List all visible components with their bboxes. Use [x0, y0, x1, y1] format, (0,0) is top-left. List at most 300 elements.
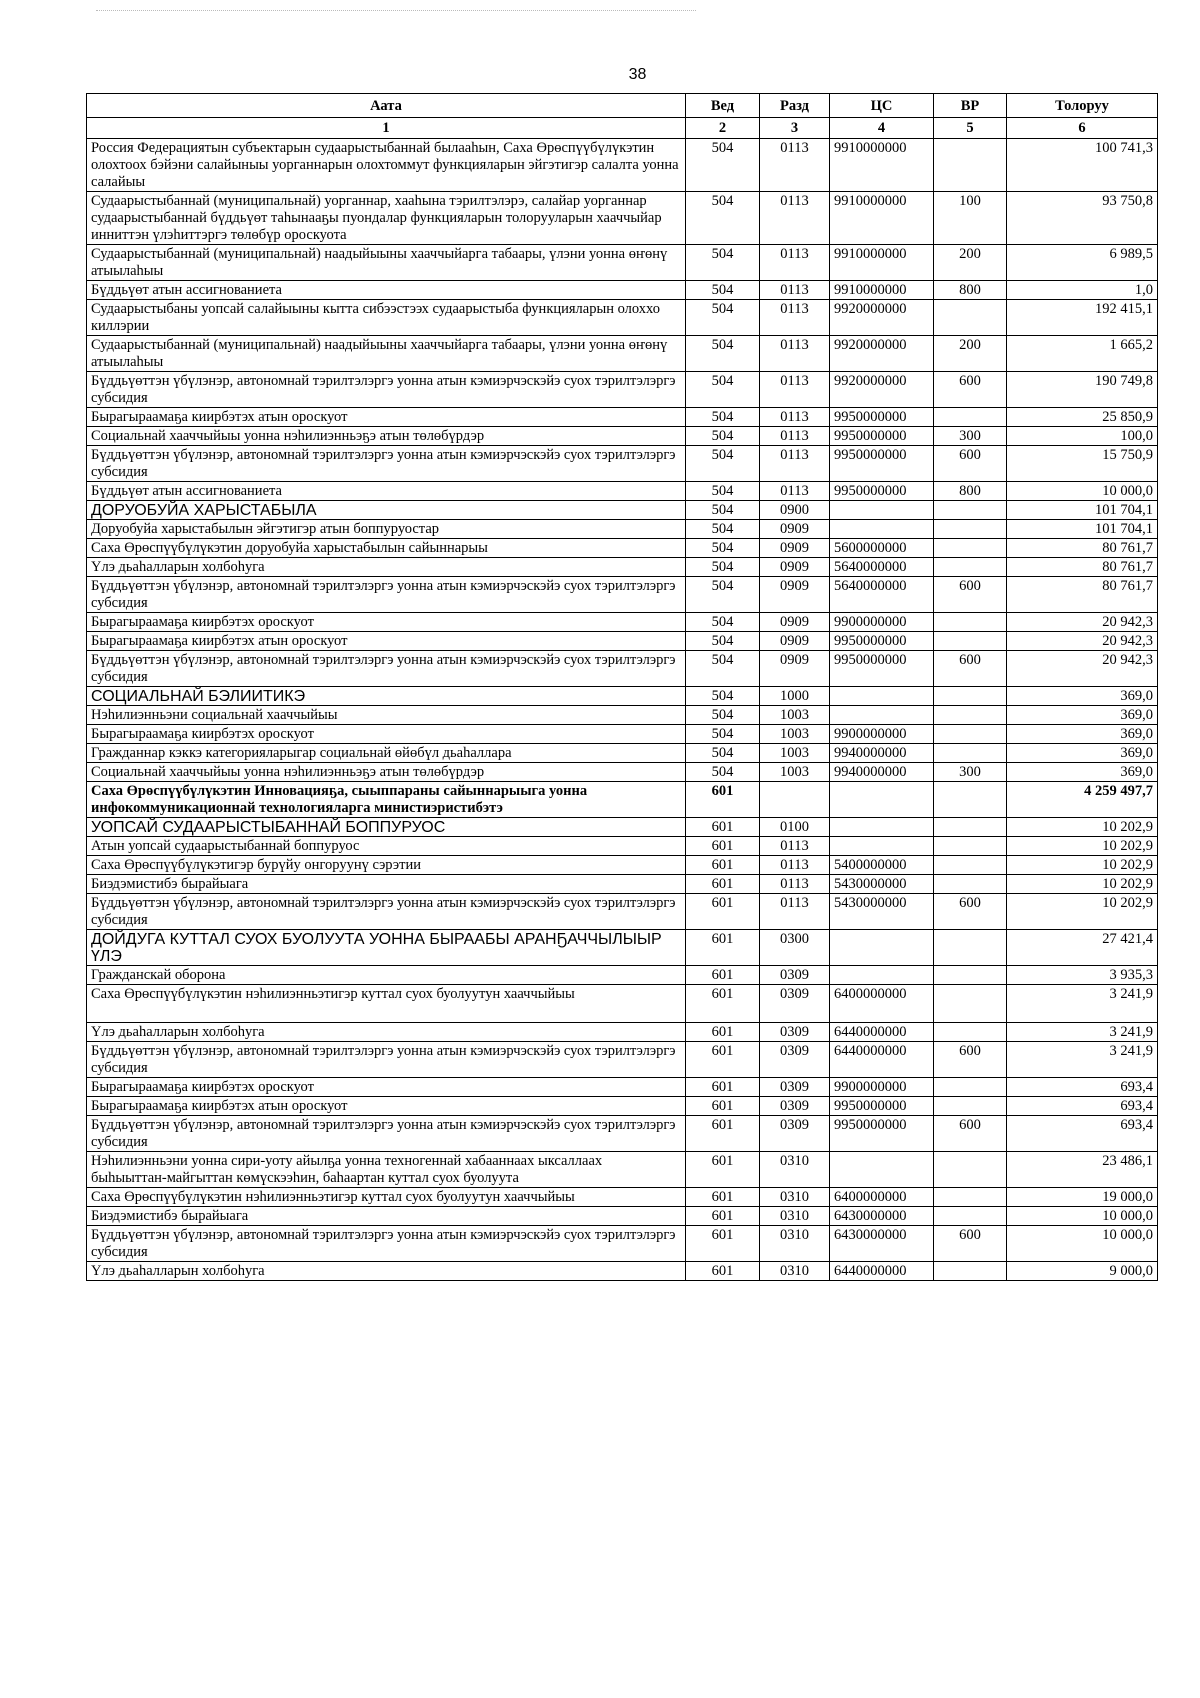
cell-name: Бүддьүөттэн үбүлэнэр, автономнай тэрилтэлэргэ уонна атын кэмиэрчэскэйэ суох тэрилтэлэргэ субсидия	[87, 1116, 686, 1152]
cell-name: Бырагыраамаҕа киирбэтэх атын ороскуот	[87, 632, 686, 651]
table-row	[87, 1078, 1158, 1097]
cell-razd: 0113	[760, 300, 830, 336]
cell-razd: 0113	[760, 875, 830, 894]
cell-amount: 10 000,0	[1007, 1226, 1158, 1262]
column-number: 1	[87, 118, 686, 139]
cell-amount: 10 202,9	[1007, 818, 1158, 837]
cell-vr: 600	[934, 1116, 1007, 1152]
table-row	[87, 763, 1158, 782]
cell-ved: 504	[686, 577, 760, 613]
cell-razd: 0310	[760, 1226, 830, 1262]
cell-razd: 0309	[760, 985, 830, 1023]
cell-name: Бүддьүөт атын ассигнованиета	[87, 482, 686, 501]
cell-amount: 10 202,9	[1007, 837, 1158, 856]
cell-vr	[934, 875, 1007, 894]
page-number: 38	[628, 66, 647, 83]
table-header-row	[87, 94, 1158, 118]
cell-vr	[934, 139, 1007, 192]
column-header-ved: Вед	[686, 94, 760, 118]
cell-razd: 0309	[760, 1042, 830, 1078]
cell-name: ДОЙДУГА КУТТАЛ СУОХ БУОЛУУТА УОННА БЫРААБЫ АРАНҔАЧЧЫЛЫЫР ҮЛЭ	[87, 930, 686, 966]
cell-amount: 3 935,3	[1007, 966, 1158, 985]
cell-cs: 5600000000	[830, 539, 934, 558]
cell-cs	[830, 501, 934, 520]
cell-cs: 9920000000	[830, 300, 934, 336]
table-row	[87, 300, 1158, 336]
cell-vr: 600	[934, 894, 1007, 930]
cell-cs: 9940000000	[830, 763, 934, 782]
cell-amount: 3 241,9	[1007, 1023, 1158, 1042]
cell-amount: 10 202,9	[1007, 875, 1158, 894]
table-row	[87, 281, 1158, 300]
cell-ved: 504	[686, 501, 760, 520]
cell-amount: 693,4	[1007, 1078, 1158, 1097]
table-row	[87, 782, 1158, 818]
table-row	[87, 875, 1158, 894]
cell-name: Нэһилиэнньэни социальнай хааччыйыы	[87, 706, 686, 725]
table-body	[87, 139, 1158, 1281]
cell-ved: 601	[686, 894, 760, 930]
cell-vr	[934, 966, 1007, 985]
column-header-name: Аата	[87, 94, 686, 118]
table-row	[87, 744, 1158, 763]
cell-cs	[830, 782, 934, 818]
cell-ved: 504	[686, 408, 760, 427]
cell-cs: 9920000000	[830, 372, 934, 408]
table-row	[87, 1207, 1158, 1226]
column-number: 6	[1007, 118, 1158, 139]
table-row	[87, 966, 1158, 985]
cell-ved: 601	[686, 1262, 760, 1281]
cell-vr: 100	[934, 192, 1007, 245]
cell-ved: 504	[686, 725, 760, 744]
cell-amount: 3 241,9	[1007, 985, 1158, 1023]
cell-razd: 0909	[760, 632, 830, 651]
cell-amount: 693,4	[1007, 1116, 1158, 1152]
cell-amount: 100,0	[1007, 427, 1158, 446]
table-row	[87, 192, 1158, 245]
cell-ved: 504	[686, 539, 760, 558]
cell-vr	[934, 930, 1007, 966]
cell-amount: 192 415,1	[1007, 300, 1158, 336]
cell-razd: 0113	[760, 837, 830, 856]
cell-name: Биэдэмистибэ бырайыага	[87, 875, 686, 894]
cell-amount: 93 750,8	[1007, 192, 1158, 245]
cell-name: Нэһилиэнньэни уонна сири-уоту айылҕа уонна техногеннай хабааннаах ыксаллаах быһыыттан-майгыттан көмүскээһин, баһаартан куттал суох буолуута	[87, 1152, 686, 1188]
cell-amount: 369,0	[1007, 706, 1158, 725]
column-header-razd: Разд	[760, 94, 830, 118]
cell-name: Бүддьүөттэн үбүлэнэр, автономнай тэрилтэлэргэ уонна атын кэмиэрчэскэйэ суох тэрилтэлэргэ субсидия	[87, 1226, 686, 1262]
cell-vr: 200	[934, 336, 1007, 372]
cell-vr: 600	[934, 651, 1007, 687]
cell-name: Бырагыраамаҕа киирбэтэх атын ороскуот	[87, 1097, 686, 1116]
cell-vr	[934, 558, 1007, 577]
cell-name: Бүддьүөттэн үбүлэнэр, автономнай тэрилтэлэргэ уонна атын кэмиэрчэскэйэ суох тэрилтэлэргэ субсидия	[87, 651, 686, 687]
cell-ved: 601	[686, 818, 760, 837]
cell-ved: 504	[686, 139, 760, 192]
table-row	[87, 706, 1158, 725]
cell-cs: 5430000000	[830, 894, 934, 930]
cell-name: Бырагыраамаҕа киирбэтэх ороскуот	[87, 1078, 686, 1097]
cell-name: Бырагыраамаҕа киирбэтэх ороскуот	[87, 725, 686, 744]
cell-ved: 601	[686, 837, 760, 856]
cell-name: Бүддьүөттэн үбүлэнэр, автономнай тэрилтэлэргэ уонна атын кэмиэрчэскэйэ суох тэрилтэлэргэ субсидия	[87, 577, 686, 613]
cell-amount: 27 421,4	[1007, 930, 1158, 966]
cell-name: Социальнай хааччыйыы уонна нэһилиэнньэҕэ атын төлөбүрдэр	[87, 763, 686, 782]
cell-amount: 20 942,3	[1007, 651, 1158, 687]
cell-cs: 6440000000	[830, 1042, 934, 1078]
cell-vr	[934, 632, 1007, 651]
cell-vr: 800	[934, 482, 1007, 501]
cell-ved: 601	[686, 930, 760, 966]
table-row	[87, 985, 1158, 1023]
table-row	[87, 613, 1158, 632]
cell-amount: 19 000,0	[1007, 1188, 1158, 1207]
cell-amount: 15 750,9	[1007, 446, 1158, 482]
table-row	[87, 446, 1158, 482]
cell-razd: 0909	[760, 558, 830, 577]
cell-razd: 0113	[760, 408, 830, 427]
cell-name: СОЦИАЛЬНАЙ БЭЛИИТИКЭ	[87, 687, 686, 706]
cell-ved: 504	[686, 558, 760, 577]
cell-ved: 504	[686, 427, 760, 446]
table-row	[87, 501, 1158, 520]
cell-name: Судаарыстыбаны уопсай салайыыны кытта сибээстээх судаарыстыба функцияларын олоххо киллэрии	[87, 300, 686, 336]
cell-razd: 0909	[760, 577, 830, 613]
table-row	[87, 1152, 1158, 1188]
cell-vr: 600	[934, 446, 1007, 482]
cell-cs: 6440000000	[830, 1023, 934, 1042]
cell-vr	[934, 725, 1007, 744]
cell-vr	[934, 706, 1007, 725]
cell-cs: 9910000000	[830, 281, 934, 300]
table-row	[87, 245, 1158, 281]
cell-amount: 369,0	[1007, 687, 1158, 706]
cell-cs: 9950000000	[830, 1116, 934, 1152]
table-row	[87, 856, 1158, 875]
cell-name: Россия Федерациятын субъектарын судаарыстыбаннай былааһын, Саха Өрөспүүбүлүкэтин олохтоох бэйэни салайыныы уорганнарын олохтоммут функцияларын эйгэтигэр салалта уонна салайыы	[87, 139, 686, 192]
cell-cs	[830, 520, 934, 539]
cell-cs	[830, 837, 934, 856]
cell-amount: 369,0	[1007, 763, 1158, 782]
cell-vr	[934, 300, 1007, 336]
table-row	[87, 837, 1158, 856]
cell-ved: 504	[686, 632, 760, 651]
cell-ved: 504	[686, 192, 760, 245]
cell-amount: 693,4	[1007, 1097, 1158, 1116]
cell-razd: 0113	[760, 427, 830, 446]
cell-name: Бүддьүөттэн үбүлэнэр, автономнай тэрилтэлэргэ уонна атын кэмиэрчэскэйэ суох тэрилтэлэргэ субсидия	[87, 372, 686, 408]
cell-cs: 6430000000	[830, 1207, 934, 1226]
cell-name: Бүддьүөттэн үбүлэнэр, автономнай тэрилтэлэргэ уонна атын кэмиэрчэскэйэ суох тэрилтэлэргэ субсидия	[87, 894, 686, 930]
table-row	[87, 482, 1158, 501]
cell-name: Бырагыраамаҕа киирбэтэх атын ороскуот	[87, 408, 686, 427]
table-row	[87, 1116, 1158, 1152]
cell-name: Гражданнар кэккэ категорияларыгар социальнай өйөбүл дьаһаллара	[87, 744, 686, 763]
cell-amount: 369,0	[1007, 744, 1158, 763]
table-row	[87, 139, 1158, 192]
cell-razd: 0113	[760, 245, 830, 281]
cell-ved: 504	[686, 281, 760, 300]
column-number-row	[87, 118, 1158, 139]
cell-razd: 1003	[760, 706, 830, 725]
cell-name: Биэдэмистибэ бырайыага	[87, 1207, 686, 1226]
cell-vr	[934, 408, 1007, 427]
cell-cs	[830, 818, 934, 837]
cell-cs	[830, 687, 934, 706]
cell-cs: 9950000000	[830, 408, 934, 427]
cell-name: Үлэ дьаһалларын холбоһуга	[87, 558, 686, 577]
cell-vr: 600	[934, 1042, 1007, 1078]
cell-razd: 0100	[760, 818, 830, 837]
cell-ved: 504	[686, 372, 760, 408]
cell-ved: 504	[686, 706, 760, 725]
cell-amount: 369,0	[1007, 725, 1158, 744]
cell-amount: 25 850,9	[1007, 408, 1158, 427]
cell-amount: 20 942,3	[1007, 613, 1158, 632]
cell-razd: 0113	[760, 894, 830, 930]
table-row	[87, 520, 1158, 539]
cell-vr: 300	[934, 763, 1007, 782]
column-header-vr: ВР	[934, 94, 1007, 118]
table-row	[87, 1042, 1158, 1078]
cell-ved: 601	[686, 966, 760, 985]
cell-name: Саха Өрөспүүбүлүкэтин нэһилиэнньэтигэр куттал суох буолуутун хааччыйыы	[87, 1188, 686, 1207]
cell-vr	[934, 1262, 1007, 1281]
cell-name: Гражданскай оборона	[87, 966, 686, 985]
cell-cs	[830, 1152, 934, 1188]
cell-razd: 0309	[760, 1116, 830, 1152]
table-row	[87, 725, 1158, 744]
cell-amount: 1,0	[1007, 281, 1158, 300]
cell-ved: 504	[686, 744, 760, 763]
column-number: 4	[830, 118, 934, 139]
cell-vr	[934, 1097, 1007, 1116]
cell-cs: 9900000000	[830, 725, 934, 744]
cell-cs: 5640000000	[830, 577, 934, 613]
cell-ved: 504	[686, 300, 760, 336]
column-header-amount: Толоруу	[1007, 94, 1158, 118]
cell-ved: 504	[686, 446, 760, 482]
table-row	[87, 539, 1158, 558]
table-row	[87, 930, 1158, 966]
cell-razd: 0310	[760, 1262, 830, 1281]
cell-razd: 0113	[760, 192, 830, 245]
cell-amount: 80 761,7	[1007, 539, 1158, 558]
cell-vr: 200	[934, 245, 1007, 281]
cell-name: Үлэ дьаһалларын холбоһуга	[87, 1023, 686, 1042]
cell-vr	[934, 837, 1007, 856]
cell-razd	[760, 782, 830, 818]
column-header-cs: ЦС	[830, 94, 934, 118]
cell-razd: 0113	[760, 856, 830, 875]
cell-cs: 9950000000	[830, 446, 934, 482]
cell-ved: 504	[686, 336, 760, 372]
table-row	[87, 558, 1158, 577]
cell-cs: 9950000000	[830, 1097, 934, 1116]
cell-ved: 601	[686, 856, 760, 875]
cell-amount: 1 665,2	[1007, 336, 1158, 372]
cell-vr	[934, 1207, 1007, 1226]
cell-ved: 601	[686, 782, 760, 818]
table-row	[87, 1023, 1158, 1042]
table-row	[87, 1262, 1158, 1281]
cell-vr	[934, 687, 1007, 706]
cell-cs: 9910000000	[830, 139, 934, 192]
table-row	[87, 408, 1158, 427]
cell-ved: 504	[686, 520, 760, 539]
cell-razd: 0909	[760, 613, 830, 632]
cell-razd: 0900	[760, 501, 830, 520]
cell-vr	[934, 501, 1007, 520]
cell-vr	[934, 818, 1007, 837]
cell-ved: 601	[686, 1207, 760, 1226]
cell-amount: 10 000,0	[1007, 1207, 1158, 1226]
cell-name: Бырагыраамаҕа киирбэтэх ороскуот	[87, 613, 686, 632]
cell-name: Доруобуйа харыстабылын эйгэтигэр атын боппуруостар	[87, 520, 686, 539]
cell-razd: 1003	[760, 725, 830, 744]
cell-name: Саха Өрөспүүбүлүкэтигэр бурүйу онгоруунү сэрэтии	[87, 856, 686, 875]
cell-vr	[934, 539, 1007, 558]
cell-cs: 6440000000	[830, 1262, 934, 1281]
cell-vr	[934, 1078, 1007, 1097]
cell-amount: 20 942,3	[1007, 632, 1158, 651]
cell-ved: 601	[686, 1116, 760, 1152]
cell-ved: 601	[686, 1078, 760, 1097]
cell-ved: 504	[686, 613, 760, 632]
cell-cs	[830, 706, 934, 725]
cell-name: Үлэ дьаһалларын холбоһуга	[87, 1262, 686, 1281]
table-row	[87, 1188, 1158, 1207]
cell-name: Судаарыстыбаннай (муниципальнай) наадыйыыны хааччыйарга табаары, үлэни уонна өҥөнү атыылаһыы	[87, 245, 686, 281]
cell-name: Атын уопсай судаарыстыбаннай боппуруос	[87, 837, 686, 856]
cell-name: Бүддьүөт атын ассигнованиета	[87, 281, 686, 300]
table-row	[87, 1226, 1158, 1262]
table-row	[87, 818, 1158, 837]
cell-amount: 101 704,1	[1007, 520, 1158, 539]
cell-vr: 600	[934, 577, 1007, 613]
cell-amount: 80 761,7	[1007, 577, 1158, 613]
cell-cs: 5400000000	[830, 856, 934, 875]
cell-cs: 9900000000	[830, 1078, 934, 1097]
table-row	[87, 632, 1158, 651]
cell-razd: 0909	[760, 520, 830, 539]
cell-razd: 0909	[760, 539, 830, 558]
cell-ved: 504	[686, 687, 760, 706]
table-row	[87, 894, 1158, 930]
cell-amount: 9 000,0	[1007, 1262, 1158, 1281]
cell-vr	[934, 782, 1007, 818]
cell-name: Саха Өрөспүүбүлүкэтин Инновацияҕа, сыыппараны сайыннарыыга уонна инфокоммуникационнай технологияларга министиэристибэтэ	[87, 782, 686, 818]
cell-vr: 600	[934, 372, 1007, 408]
cell-razd: 1003	[760, 744, 830, 763]
cell-amount: 190 749,8	[1007, 372, 1158, 408]
cell-razd: 0113	[760, 336, 830, 372]
cell-amount: 80 761,7	[1007, 558, 1158, 577]
cell-name: Судаарыстыбаннай (муниципальнай) уорганнар, хааһына тэрилтэлэрэ, салайар уорганнар судаарыстыбаннай бүддьүөт таһынааҕы пуондалар функцияларын толорууларын хааччыйар инниттэн үлэһиттэргэ төлөбүр ороскуота	[87, 192, 686, 245]
table-row	[87, 427, 1158, 446]
cell-ved: 601	[686, 985, 760, 1023]
cell-razd: 0310	[760, 1188, 830, 1207]
column-number: 5	[934, 118, 1007, 139]
cell-razd: 0310	[760, 1152, 830, 1188]
cell-ved: 601	[686, 1023, 760, 1042]
cell-ved: 601	[686, 1097, 760, 1116]
cell-cs: 5430000000	[830, 875, 934, 894]
cell-cs: 9950000000	[830, 482, 934, 501]
column-number: 2	[686, 118, 760, 139]
cell-razd: 0309	[760, 1023, 830, 1042]
cell-amount: 10 202,9	[1007, 894, 1158, 930]
cell-cs: 9910000000	[830, 192, 934, 245]
budget-table	[86, 93, 1158, 1281]
cell-name: ДОРУОБУЙА ХАРЫСТАБЫЛА	[87, 501, 686, 520]
cell-cs: 9920000000	[830, 336, 934, 372]
cell-ved: 601	[686, 1042, 760, 1078]
table-row	[87, 336, 1158, 372]
cell-ved: 504	[686, 651, 760, 687]
table-row	[87, 372, 1158, 408]
cell-razd: 0309	[760, 1078, 830, 1097]
cell-amount: 6 989,5	[1007, 245, 1158, 281]
cell-name: Саха Өрөспүүбүлүкэтин доруобуйа харыстабылын сайыннарыы	[87, 539, 686, 558]
cell-name: Бүддьүөттэн үбүлэнэр, автономнай тэрилтэлэргэ уонна атын кэмиэрчэскэйэ суох тэрилтэлэргэ субсидия	[87, 1042, 686, 1078]
cell-name: Саха Өрөспүүбүлүкэтин нэһилиэнньэтигэр куттал суох буолуутун хааччыйыы	[87, 985, 686, 1023]
cell-name: УОПСАЙ СУДААРЫСТЫБАННАЙ БОППУРУОС	[87, 818, 686, 837]
cell-razd: 1000	[760, 687, 830, 706]
cell-vr	[934, 856, 1007, 875]
cell-ved: 601	[686, 1152, 760, 1188]
cell-cs: 6400000000	[830, 1188, 934, 1207]
cell-ved: 504	[686, 245, 760, 281]
cell-vr	[934, 1152, 1007, 1188]
cell-cs: 9950000000	[830, 632, 934, 651]
cell-razd: 0113	[760, 372, 830, 408]
cell-vr: 800	[934, 281, 1007, 300]
cell-name: Бүддьүөттэн үбүлэнэр, автономнай тэрилтэлэргэ уонна атын кэмиэрчэскэйэ суох тэрилтэлэргэ субсидия	[87, 446, 686, 482]
table-row	[87, 651, 1158, 687]
cell-cs: 9940000000	[830, 744, 934, 763]
cell-ved: 601	[686, 1226, 760, 1262]
cell-razd: 1003	[760, 763, 830, 782]
cell-ved: 601	[686, 875, 760, 894]
cell-razd: 0309	[760, 1097, 830, 1116]
cell-vr	[934, 744, 1007, 763]
cell-vr: 300	[934, 427, 1007, 446]
cell-name: Социальнай хааччыйыы уонна нэһилиэнньэҕэ атын төлөбүрдэр	[87, 427, 686, 446]
cell-vr	[934, 613, 1007, 632]
cell-cs: 6400000000	[830, 985, 934, 1023]
cell-razd: 0113	[760, 281, 830, 300]
cell-amount: 101 704,1	[1007, 501, 1158, 520]
table-row	[87, 687, 1158, 706]
cell-ved: 504	[686, 482, 760, 501]
cell-vr	[934, 520, 1007, 539]
cell-razd: 0113	[760, 446, 830, 482]
table-row	[87, 577, 1158, 613]
cell-cs: 9900000000	[830, 613, 934, 632]
scan-artifact-line	[96, 10, 696, 13]
cell-cs: 9910000000	[830, 245, 934, 281]
cell-razd: 0309	[760, 966, 830, 985]
cell-cs	[830, 966, 934, 985]
cell-cs: 9950000000	[830, 427, 934, 446]
cell-amount: 23 486,1	[1007, 1152, 1158, 1188]
cell-vr	[934, 985, 1007, 1023]
column-number: 3	[760, 118, 830, 139]
cell-razd: 0909	[760, 651, 830, 687]
cell-vr: 600	[934, 1226, 1007, 1262]
